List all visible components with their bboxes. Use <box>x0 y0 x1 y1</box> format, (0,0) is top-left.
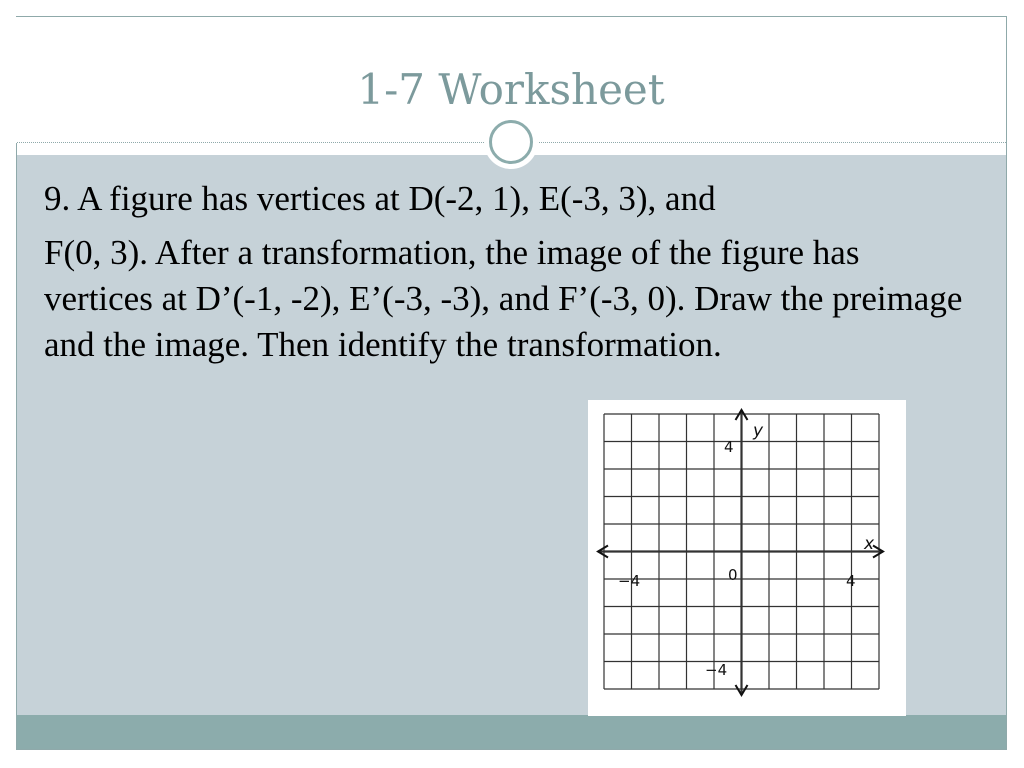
coordinate-grid-svg <box>588 400 906 716</box>
coordinate-grid-image <box>588 400 906 716</box>
footer-bar <box>17 715 1006 749</box>
y-tick-neg-label: −4 <box>705 661 728 679</box>
y-tick-pos-label: 4 <box>724 438 734 456</box>
slide-title: 1-7 Worksheet <box>357 65 665 114</box>
x-tick-pos-label: 4 <box>846 572 856 590</box>
x-axis-label: x <box>864 534 875 554</box>
circle-ornament-icon <box>484 115 538 169</box>
x-tick-neg-label: −4 <box>618 572 641 590</box>
origin-label: 0 <box>728 566 738 584</box>
question-line-2: F(0, 3). After a transformation, the image of the figure has vertices at D’(-1, -2), E’(-3, -3), and F’(-3, 0). Draw the preimage and the image. Then identify the transformation. <box>44 233 963 364</box>
question-line-1: 9. A figure has vertices at D(-2, 1), E(-3, 3), and <box>44 179 716 218</box>
y-axis-label: y <box>753 421 764 441</box>
circle-ring <box>489 120 533 164</box>
axes <box>598 410 883 695</box>
question-text <box>44 176 974 368</box>
